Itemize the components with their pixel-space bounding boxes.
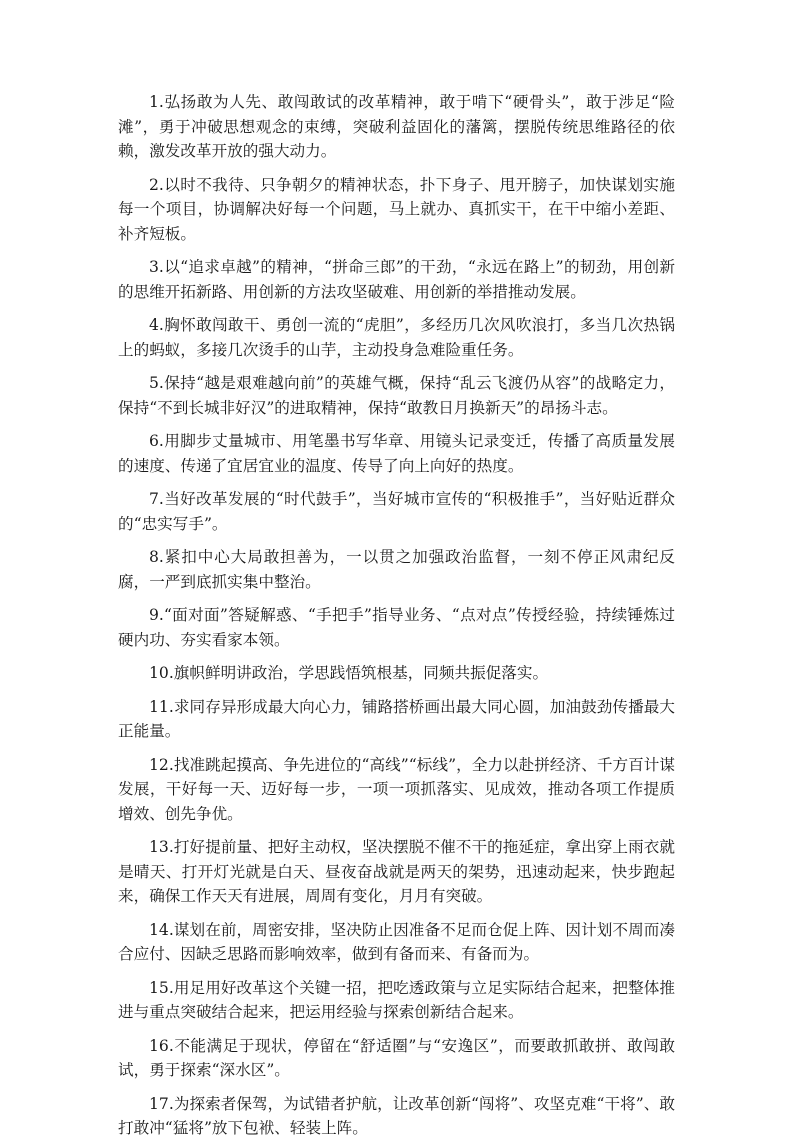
paragraph-1: 1.弘扬敢为人先、敢闯敢试的改革精神，敢于啃下“硬骨头”，敢于涉足“险滩”，勇于冲破思想观念的束缚，突破利益固化的藩篱，摆脱传统思维路径的依赖，激发改革开放的强大动力。 (118, 93, 675, 160)
paragraph-17: 17.为探索者保驾，为试错者护航，让改革创新“闯将”、攻坚克难“干将”、敢打敢冲“猛将”放下包袱、轻装上阵。 (118, 1094, 675, 1137)
paragraph-7: 7.当好改革发展的“时代鼓手”，当好城市宣传的“积极推手”，当好贴近群众的“忠实写手”。 (118, 490, 675, 533)
paragraph-6: 6.用脚步丈量城市、用笔墨书写华章、用镜头记录变迁，传播了高质量发展的速度、传递了宜居宜业的温度、传导了向上向好的热度。 (118, 432, 675, 475)
paragraph-15: 15.用足用好改革这个关键一招，把吃透政策与立足实际结合起来，把整体推进与重点突破结合起来，把运用经验与探索创新结合起来。 (118, 978, 675, 1021)
paragraph-13: 13.打好提前量、把好主动权，坚决摆脱不催不干的拖延症，拿出穿上雨衣就是晴天、打开灯光就是白天、昼夜奋战就是两天的架势，迅速动起来，快步跑起来，确保工作天天有进展，周周有变化，月月有突破。 (118, 838, 675, 905)
paragraph-4: 4.胸怀敢闯敢干、勇创一流的“虎胆”，多经历几次风吹浪打，多当几次热锅上的蚂蚁，多接几次烫手的山芋，主动投身急难险重任务。 (118, 316, 675, 359)
paragraph-5: 5.保持“越是艰难越向前”的英雄气概，保持“乱云飞渡仍从容”的战略定力，保持“不到长城非好汉”的进取精神，保持“敢教日月换新天”的昂扬斗志。 (118, 374, 675, 417)
paragraph-12: 12.找准跳起摸高、争先进位的“高线”“标线”，全力以赴拼经济、千方百计谋发展，干好每一天、迈好每一步，一项一项抓落实、见成效，推动各项工作提质增效、创先争优。 (118, 755, 675, 823)
paragraph-9: 9.“面对面”答疑解惑、“手把手”指导业务、“点对点”传授经验，持续锤炼过硬内功、夯实看家本领。 (118, 606, 675, 649)
paragraph-2: 2.以时不我待、只争朝夕的精神状态，扑下身子、甩开膀子，加快谋划实施每一个项目，协调解决好每一个问题，马上就办、真抓实干，在干中缩小差距、补齐短板。 (118, 175, 675, 243)
paragraph-16: 16.不能满足于现状，停留在“舒适圈”与“安逸区”，而要敢抓敢拼、敢闯敢试，勇于探索“深水区”。 (118, 1036, 675, 1079)
paragraph-3: 3.以“追求卓越”的精神，“拼命三郎”的干劲，“永远在路上”的韧劲，用创新的思维开拓新路、用创新的方法攻坚破难、用创新的举措推动发展。 (118, 258, 675, 301)
paragraph-14: 14.谋划在前，周密安排，坚决防止因准备不足而仓促上阵、因计划不周而凑合应付、因缺乏思路而影响效率，做到有备而来、有备而为。 (118, 920, 675, 963)
paragraph-11: 11.求同存异形成最大向心力，铺路搭桥画出最大同心圆，加油鼓劲传播最大正能量。 (118, 697, 675, 740)
paragraph-8: 8.紧扣中心大局敢担善为，一以贯之加强政治监督，一刻不停正风肃纪反腐，一严到底抓实集中整治。 (118, 548, 675, 591)
paragraph-10: 10.旗帜鲜明讲政治，学思践悟筑根基，同频共振促落实。 (149, 664, 549, 682)
